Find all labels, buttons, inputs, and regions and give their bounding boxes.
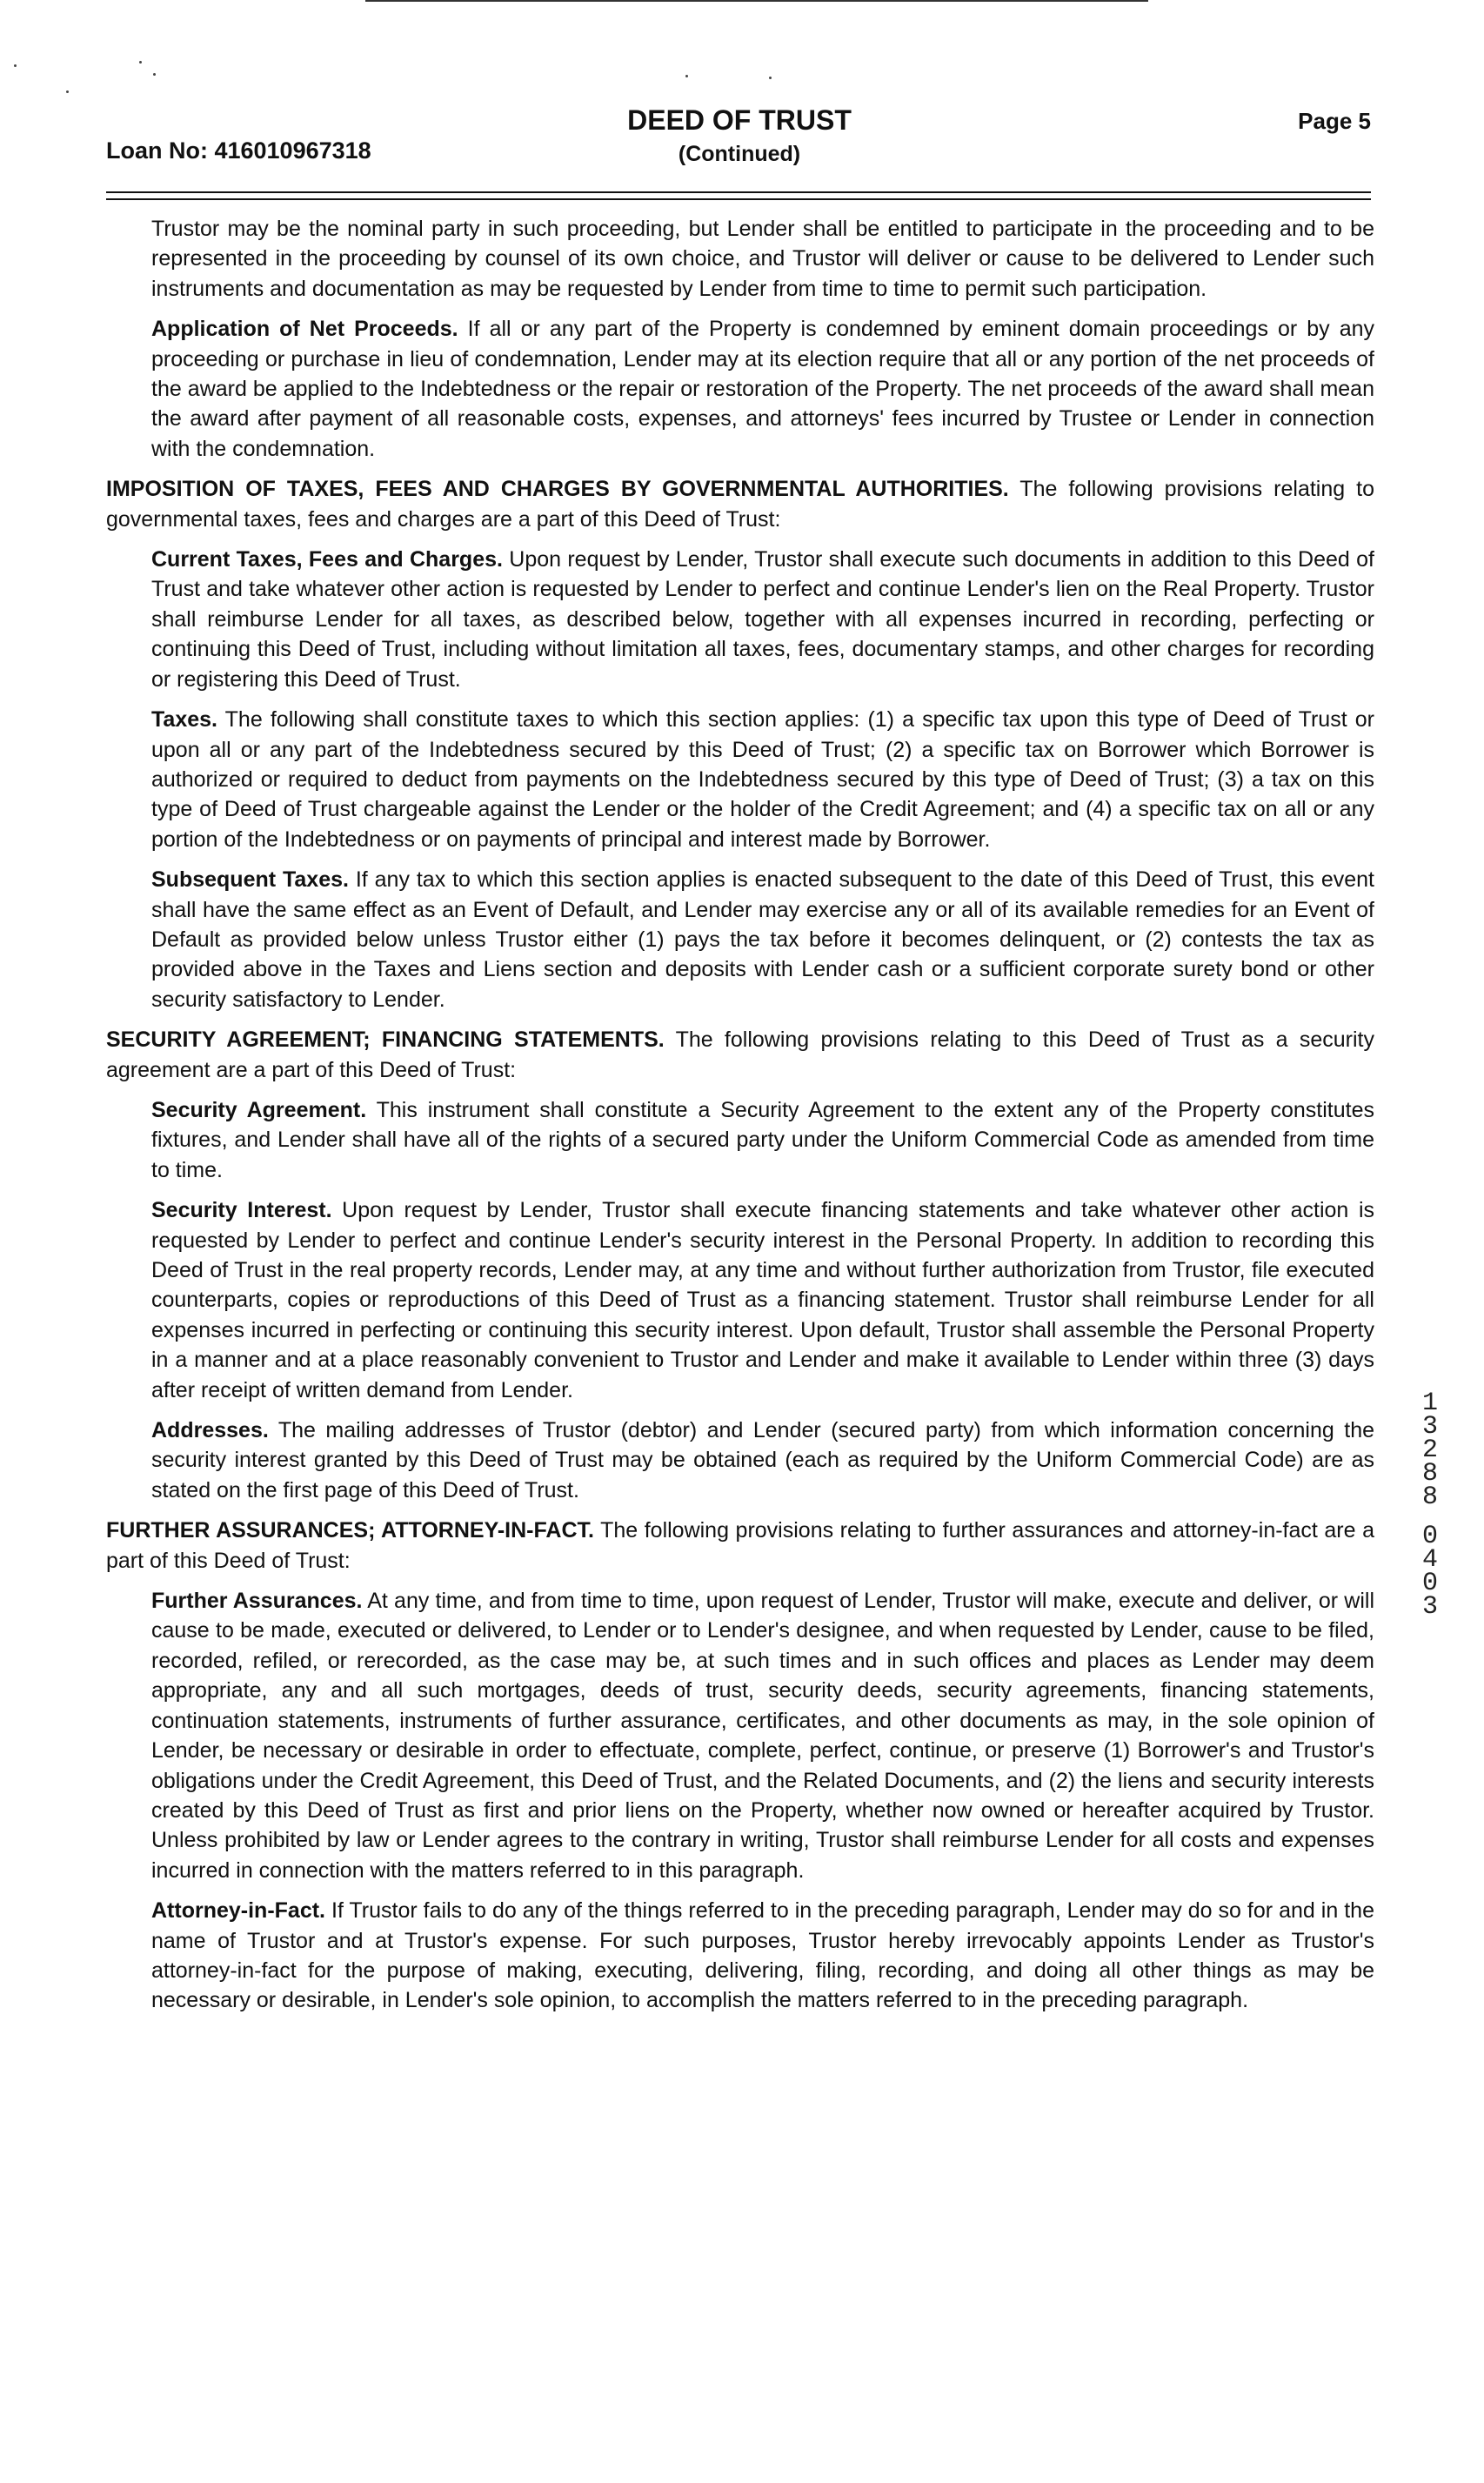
stamp-character: 1 xyxy=(1421,1389,1438,1418)
stamp-character: 8 xyxy=(1421,1482,1438,1512)
stamp-character: 3 xyxy=(1421,1412,1438,1442)
heading-net-proceeds: Application of Net Proceeds. xyxy=(151,317,458,342)
stamp-character: 2 xyxy=(1421,1436,1438,1465)
paragraph-current-taxes: Current Taxes, Fees and Charges. Upon request by Lender, Trustor shall execute such documents in addition to this Deed of Trust and take whatever other action is requested by Lender to perfect and continue Lender's lien on the Real Property. Trustor shall reimburse Lender for all taxes, as described below, together with all expenses incurred in recording, perfecting or continuing this Deed of Trust, including without limitation all taxes, fees, documentary stamps, and other charges for recording or registering this Deed of Trust. xyxy=(151,547,1374,692)
paragraph-net-proceeds: Application of Net Proceeds. If all or any part of the Property is condemned by eminent domain proceedings or by any proceeding or purchase in lieu of condemnation, Lender may at its election require that all or any portion of the net proceeds of the award be applied to the Indebtedness or the repair or restoration of the Property. The net proceeds of the award shall mean the award after payment of all reasonable costs, expenses, and attorneys' fees incurred by Trustee or Lender in connection with the condemnation. xyxy=(151,317,1374,461)
stamp-character: 4 xyxy=(1421,1545,1438,1575)
heading-security-interest: Security Interest. xyxy=(151,1198,332,1223)
section-imposition-of-taxes: IMPOSITION OF TAXES, FEES AND CHARGES BY GOVERNMENTAL AUTHORITIES. The following provisions relating to governmental taxes, fees and charges are a part of this Deed of Trust: xyxy=(106,477,1374,532)
paragraph-further-assurances: Further Assurances. At any time, and from time to time, upon request of Lender, Trustor will make, execute and deliver, or will cause to be made, executed or delivered, to Lender or to Lender's designee, and when requested by Lender, cause to be filed, recorded, refiled, or rerecorded, as the case may be, at such times and in such offices and places as Lender may deem appropriate, any and all such mortgages, deeds of trust, security deeds, security agreements, financing statements, continuation statements, instruments of further assurance, certificates, and other documents as may, in the sole opinion of Lender, be necessary or desirable in order to effectuate, complete, perfect, continue, or preserve (1) Borrower's and Trustor's obligations under the Credit Agreement, this Deed of Trust, and the Related Documents, and (2) the liens and security interests created by this Deed of Trust as first and prior liens on the Property, whether now owned or hereafter acquired by Trustor. Unless prohibited by law or Lender agrees to the contrary in writing, Trustor shall reimburse Lender for all costs and expenses incurred in connection with the matters referred to in this paragraph. xyxy=(151,1589,1374,1883)
heading-current-taxes: Current Taxes, Fees and Charges. xyxy=(151,547,503,572)
top-scan-edge xyxy=(365,0,1148,2)
heading-imposition-of-taxes: IMPOSITION OF TAXES, FEES AND CHARGES BY GOVERNMENTAL AUTHORITIES. xyxy=(106,477,1009,502)
stamp-character: 3 xyxy=(1421,1592,1438,1622)
heading-addresses: Addresses. xyxy=(151,1418,269,1443)
stamp-page-number xyxy=(1413,1522,1447,1622)
paragraph-taxes: Taxes. The following shall constitute taxes to which this section applies: (1) a specific tax upon this type of Deed of Trust or upon all or any part of the Indebtedness secured by this Deed of Trust; (2) a specific tax on Borrower which Borrower is authorized or required to deduct from payments on the Indebtedness secured by this type of Deed of Trust; (3) a tax on this type of Deed of Trust chargeable against the Lender or the holder of the Credit Agreement; and (4) a specific tax on all or any portion of the Indebtedness or on payments of principal and interest made by Borrower. xyxy=(151,707,1374,852)
stamp-character: 0 xyxy=(1421,1522,1438,1551)
paragraph-security-interest: Security Interest. Upon request by Lender, Trustor shall execute financing statements and take whatever other action is requested by Lender to perfect and continue Lender's security interest in the Personal Property. In addition to recording this Deed of Trust in the real property records, Lender may, at any time and without further authorization from Trustor, file executed counterparts, copies or reproductions of this Deed of Trust as a financing statement. Trustor shall reimburse Lender for all expenses incurred in perfecting or continuing this security interest. Upon default, Trustor shall assemble the Personal Property in a manner and at a place reasonably convenient to Trustor and Lender and make it available to Lender within three (3) days after receipt of written demand from Lender. xyxy=(151,1198,1374,1402)
paragraph-addresses: Addresses. The mailing addresses of Trustor (debtor) and Lender (secured party) from which information concerning the security interest granted by this Deed of Trust may be obtained (each as required by the Uniform Commercial Code) are as stated on the first page of this Deed of Trust. xyxy=(151,1418,1374,1503)
document-subtitle: (Continued) xyxy=(678,142,801,166)
document-body xyxy=(106,214,1374,2026)
paragraph-subsequent-taxes: Subsequent Taxes. If any tax to which this section applies is enacted subsequent to the date of this Deed of Trust, this event shall have the same effect as an Event of Default, and Lender may exercise any or all of its available remedies for an Event of Default as provided below unless Trustor either (1) pays the tax before it becomes delinquent, or (2) contests the tax as provided above in the Taxes and Liens section and deposits with Lender cash or a sufficient corporate surety bond or other security satisfactory to Lender. xyxy=(151,867,1374,1012)
heading-taxes: Taxes. xyxy=(151,707,217,733)
page-number: Page 5 xyxy=(1298,108,1371,134)
heading-further-assurances-section: FURTHER ASSURANCES; ATTORNEY-IN-FACT. xyxy=(106,1518,594,1543)
document-title: DEED OF TRUST xyxy=(627,104,852,136)
header-rule-top xyxy=(106,191,1371,193)
stamp-character: 0 xyxy=(1421,1569,1438,1598)
loan-number: Loan No: 416010967318 xyxy=(106,137,371,164)
header-rule-bottom xyxy=(106,198,1371,200)
section-further-assurances: FURTHER ASSURANCES; ATTORNEY-IN-FACT. The following provisions relating to further assurances and attorney-in-fact are a part of this Deed of Trust: xyxy=(106,1518,1374,1573)
stamp-book-number xyxy=(1413,1389,1447,1512)
recording-stamp xyxy=(1413,1389,1447,1622)
heading-security-agreement: Security Agreement. xyxy=(151,1097,367,1122)
stamp-character: 8 xyxy=(1421,1459,1438,1489)
heading-attorney-in-fact: Attorney-in-Fact. xyxy=(151,1898,325,1924)
paragraph-security-agreement: Security Agreement. This instrument shall constitute a Security Agreement to the extent any of the Property constitutes fixtures, and Lender shall have all of the rights of a secured party under the Uniform Commercial Code as amended from time to time. xyxy=(151,1097,1375,1182)
paragraph-attorney-in-fact: Attorney-in-Fact. If Trustor fails to do any of the things referred to in the preceding paragraph, Lender may do so for and in the name of Trustor and at Trustor's expense. For such purposes, Trustor hereby irrevocably appoints Lender as Trustor's attorney-in-fact for the purpose of making, executing, delivering, filing, recording, and doing all other things as may be necessary or desirable, in Lender's sole opinion, to accomplish the matters referred to in the preceding paragraph. xyxy=(151,1898,1374,2013)
section-security-agreement: SECURITY AGREEMENT; FINANCING STATEMENTS. The following provisions relating to this Deed of Trust as a security agreement are a part of this Deed of Trust: xyxy=(106,1027,1374,1082)
paragraph-participation: Trustor may be the nominal party in such proceeding, but Lender shall be entitled to participate in the proceeding and to be represented in the proceeding by counsel of its own choice, and Trustor will deliver or cause to be delivered to Lender such instruments and documentation as may be requested by Lender from time to time to permit such participation. xyxy=(151,217,1374,301)
heading-further-assurances: Further Assurances. xyxy=(151,1589,363,1614)
heading-security-agreement-section: SECURITY AGREEMENT; FINANCING STATEMENTS. xyxy=(106,1027,665,1053)
heading-subsequent-taxes: Subsequent Taxes. xyxy=(151,867,349,893)
